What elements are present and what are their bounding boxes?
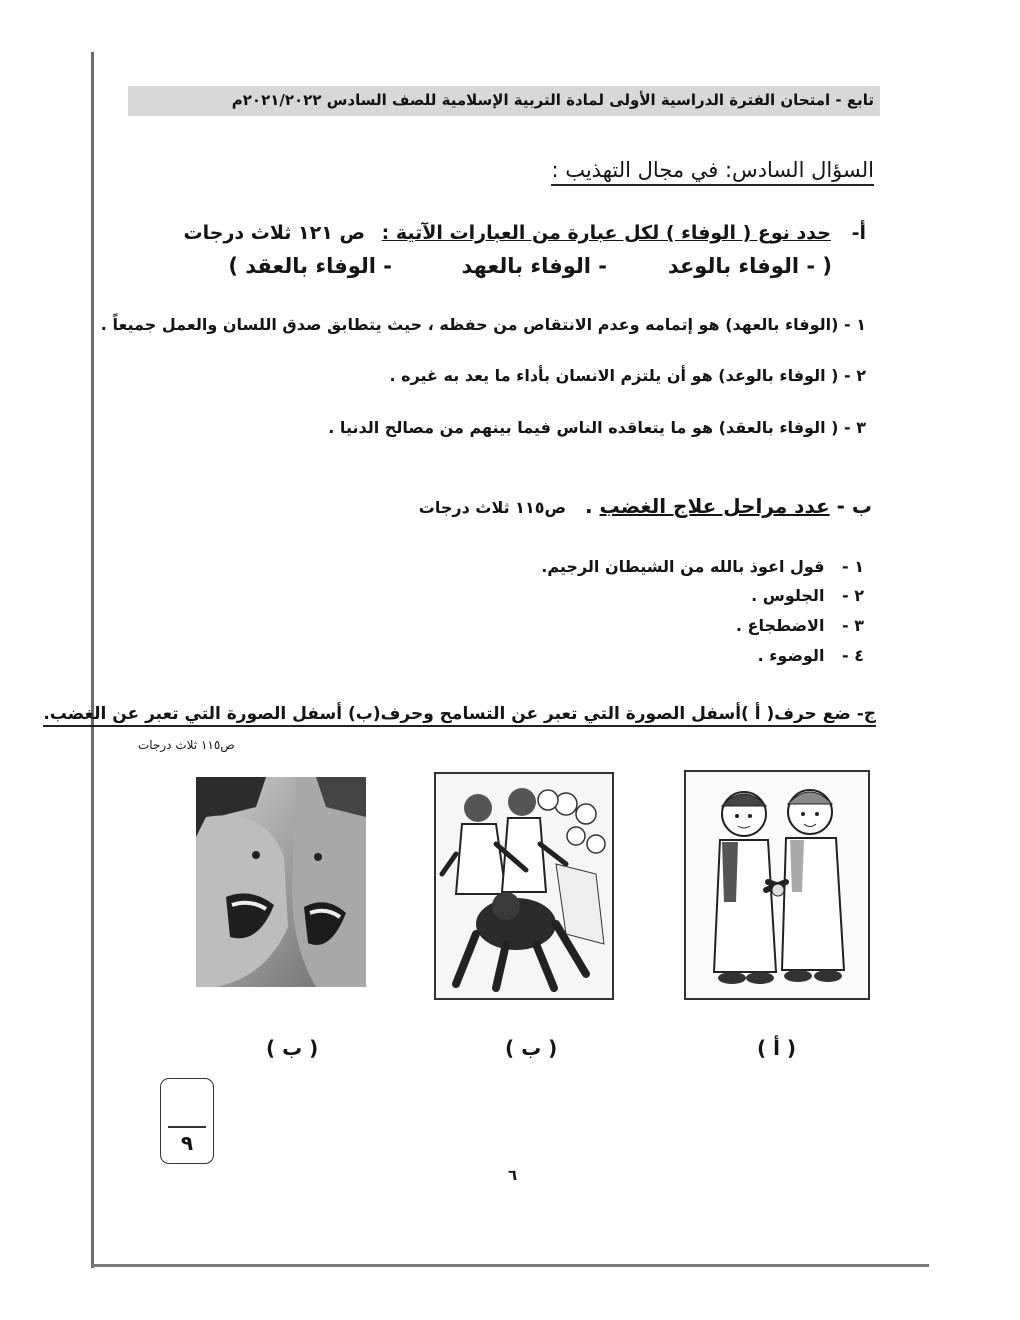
part-b-step-1 (541, 557, 864, 576)
part-b-page-ref: ص١١٥ ثلاث درجات (418, 498, 566, 517)
step-number: ١ - (842, 557, 864, 576)
answer-picture-1: ( أ ) (757, 1036, 797, 1060)
part-a-marker: أ- (851, 222, 866, 244)
choice-covenant: - الوفاء بالعهد (461, 254, 607, 278)
header-title: تابع - امتحان الفترة الدراسية الأولى لمادة التربية الإسلامية للصف السادس ٢٠٢١/٢٠٢٢م (231, 91, 874, 109)
step-text: الاضطجاع . (735, 616, 825, 635)
part-a-instruction-line (184, 222, 866, 244)
answer-picture-3: ( ب ) (266, 1036, 319, 1060)
step-number: ٤ - (842, 646, 864, 665)
step-number: ٣ - (842, 616, 864, 635)
score-divider (168, 1126, 206, 1128)
part-b-dot: . (584, 494, 593, 518)
scan-edge-bottom (91, 1264, 929, 1267)
part-b-marker: ب - (836, 494, 872, 518)
step-text: قول اعوذ بالله من الشيطان الرجيم. (541, 557, 825, 576)
part-b-instruction: عدد مراحل علاج الغضب (599, 494, 830, 518)
picture-fight (434, 772, 614, 1000)
part-b-instruction-line (419, 494, 872, 518)
handshake-illustration (686, 772, 868, 998)
step-text: الوضوء . (757, 646, 825, 665)
score-value: ٩ (180, 1131, 194, 1155)
part-a-instruction: حدد نوع ( الوفاء ) لكل عبارة من العبارات الآتية : (381, 222, 831, 244)
part-a-page-ref: ص ١٢١ ثلاث درجات (183, 222, 366, 244)
page-number: ٦ (508, 1166, 518, 1184)
part-c-instruction: ج- ضع حرف( أ )أسفل الصورة التي تعبر عن التسامح وحرف(ب) أسفل الصورة التي تعبر عن الغضب. (43, 704, 876, 727)
choice-promise: ( - الوفاء بالوعد (667, 254, 832, 278)
part-a-item-3: ٣ - ( الوفاء بالعقد) هو ما يتعاقده الناس فيما بينهم من مصالح الدنيا . (328, 418, 866, 437)
part-b-step-3 (736, 616, 864, 635)
anger-photo (196, 777, 366, 987)
header-bar (128, 86, 880, 116)
part-a-item-2: ٢ - ( الوفاء بالوعد) هو أن يلتزم الانسان بأداء ما يعد به غيره . (389, 366, 866, 385)
part-c-page-ref: ص١١٥ ثلاث درجات (138, 738, 235, 752)
picture-handshake (684, 770, 870, 1000)
scan-edge-left (91, 52, 94, 1268)
part-a-item-1: ١ - (الوفاء بالعهد) هو إتمامه وعدم الانتقاص من حفظه ، حيث يتطابق صدق اللسان والعمل جميعاً . (100, 315, 866, 334)
step-number: ٢ - (842, 586, 864, 605)
fight-illustration (436, 774, 612, 998)
question6-title: السؤال السادس: في مجال التهذيب : (551, 158, 874, 186)
answer-picture-2: ( ب ) (505, 1036, 558, 1060)
part-b-step-4 (758, 646, 864, 665)
choice-contract: - الوفاء بالعقد ) (228, 254, 392, 278)
step-text: الجلوس . (751, 586, 825, 605)
score-box (160, 1078, 214, 1164)
part-b-step-2 (751, 586, 864, 605)
picture-anger (196, 777, 366, 987)
